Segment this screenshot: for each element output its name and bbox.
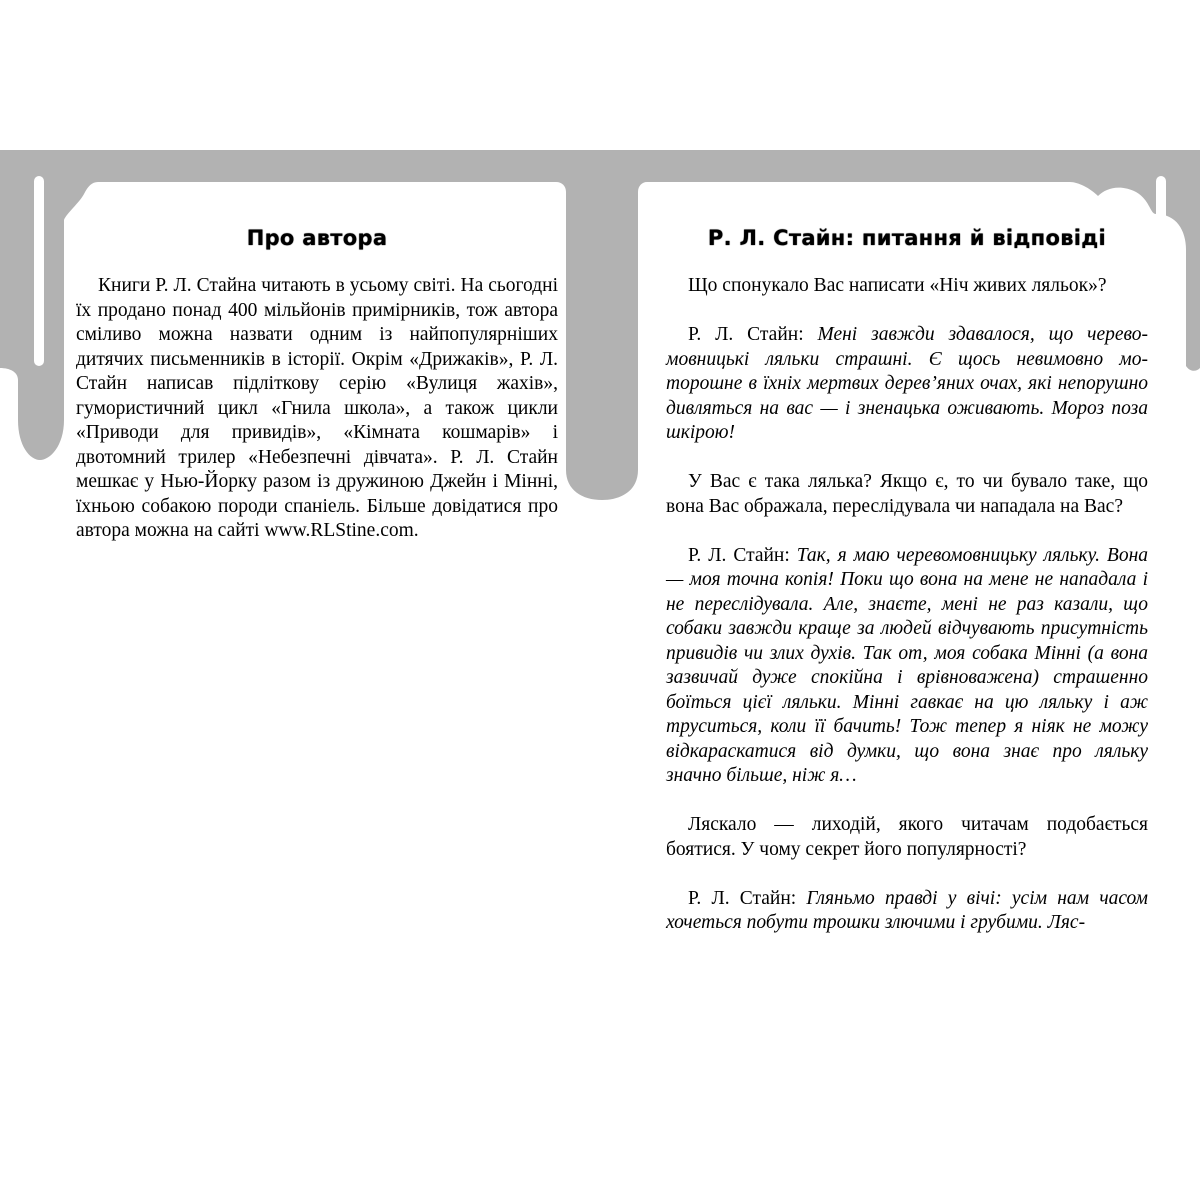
right-page	[666, 182, 1148, 936]
left-page-title: Про автора	[246, 226, 388, 250]
interview-answer	[666, 887, 1148, 936]
answer-speaker: Р. Л. Стайн:	[688, 324, 818, 345]
author-paragraph: Книги Р. Л. Стайна читають в усьому світі. На сьогодні їх продано понад 400 мільйонів примірників, тож автора сміливо можна назвати одним із найпопулярніших дитячих письменників в історії. Окрім «Дрижаків», Р. Л. Стайн написав підліткову серію «Вулиця жахів», гумористичний цикл «Гнила школа», а також цикли «Приводи для привидів», «Кімната кошмарів» і двотомний трилер «Небезпечні дівчата». Р. Л. Стайн мешкає у Нью-Йорку разом із дружиною Джейн і Мінні, їхньою собакою породи спаніель. Більше довідатися про автора можна на сайті www.RLStine.com.	[76, 275, 558, 541]
right-page-title: Р. Л. Стайн: питання й відповіді	[707, 226, 1107, 250]
interview-question: Ляскало — лиходій, якого читачам подобається боятися. У чому секрет його популярності?	[666, 814, 1148, 860]
interview-question: Що спонукало Вас написати «Ніч живих ляльок»?	[688, 275, 1107, 296]
answer-speaker: Р. Л. Стайн:	[688, 887, 807, 909]
right-page-text	[666, 274, 1148, 936]
left-page-text	[76, 274, 558, 544]
right-side-drip-bar	[1156, 176, 1166, 366]
answer-text: Гляньмо правді у вічі: усім нам часом хочеться побути трошки злючими і грубими. Ляс-	[666, 887, 1148, 933]
interview-question: У Вас є така лялька? Якщо є, то чи бувало таке, що вона Вас ображала, переслідувала чи нападала на Вас?	[666, 471, 1148, 517]
interview-answer	[666, 544, 1148, 789]
answer-speaker: Р. Л. Стайн:	[688, 544, 797, 566]
left-side-drip-bar	[34, 176, 44, 366]
answer-text: Мені завжди здавалося, що черевомовницькі ляльки страшні. Є щось невимовно моторошне в їхніх мертвих дерев’яних очах, які непорушно дивляться на вас — і зненацька оживають. Мороз поза шкірою!	[666, 324, 1148, 443]
left-page	[76, 182, 558, 544]
interview-answer	[666, 323, 1148, 446]
answer-text: Так, я маю черевомовницьку ляльку. Вона — моя точна копія! Поки що вона на мене не нападала і не переслідувала. Але, знаєте, мені не раз казали, що собаки завжди краще за людей відчувають присутність привидів чи злих духів. Так от, моя собака Мінні (а вона зазвичай дуже спокійна і врівноважена) страшенно боїться цієї ляльки. Мінні гавкає на цю ляльку і аж труситься, коли її бачить! Тож тепер я ніяк не можу відкараскатися від думки, що вона знає про ляльку значно більше, ніж я…	[666, 544, 1148, 786]
